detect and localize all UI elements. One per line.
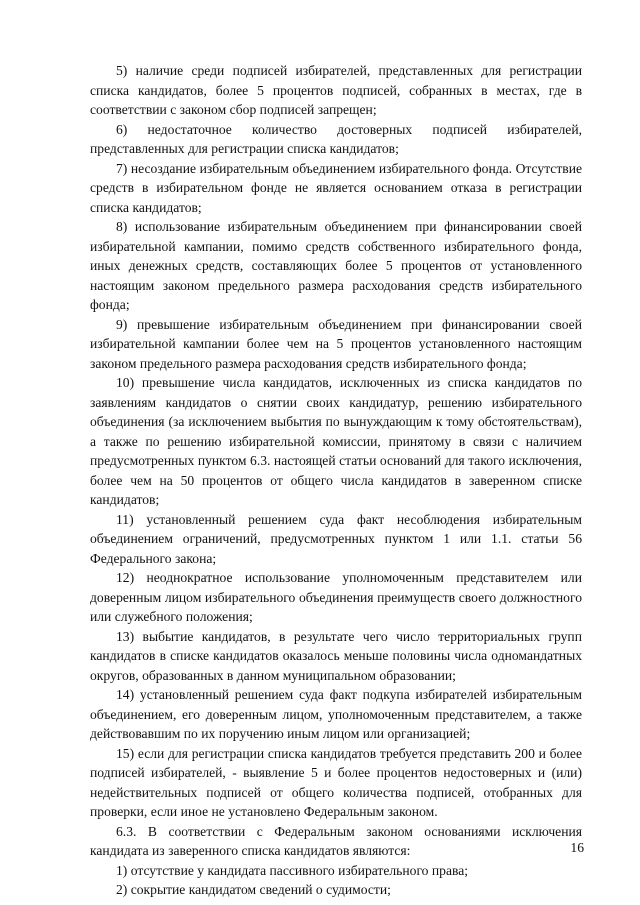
paragraph-item-10: 10) превышение числа кандидатов, исключенных из списка кандидатов по заявлениям кандидатов о снятии своих кандидатур, решению избирательного объединения (за исключением выбытия по вынуждающим к тому обстоятельствам), а также по решению избирательной комиссии, принятому в связи с наличием предусмотренных пунктом 6.3. настоящей статьи оснований для такого исключения, более чем на 50 процентов от общего числа кандидатов в заверенном списке кандидатов; [90, 375, 582, 507]
paragraph-item-9: 9) превышение избирательным объединением при финансировании своей избирательной кампании более чем на 5 процентов установленного настоящим законом предельного размера расходования средств избирательного фонда; [90, 316, 582, 371]
paragraph-item-12: 12) неоднократное использование уполномоченным представителем или доверенным лицом избирательного объединения преимуществ своего должностного или служебного положения; [90, 570, 582, 624]
paragraph-item-7: 7) несоздание избирательным объединением избирательного фонда. Отсутствие средств в избирательном фонде не является основанием отказа в регистрации списка кандидатов; [90, 160, 582, 215]
paragraph-item-6: 6) недостаточное количество достоверных подписей избирателей, представленных для регистрации списка кандидатов; [90, 121, 582, 156]
section-6-3-intro: 6.3. В соответствии с Федеральным законом основаниями исключения кандидата из заверенного списка кандидатов являются: [90, 823, 582, 858]
page-number: 16 [570, 840, 584, 855]
paragraph-item-14: 14) установленный решением суда факт подкупа избирателей избирательным объединением, его доверенным лицом, уполномоченным представителем, а также действовавшим по их поручению иным лицом или организацией; [90, 687, 582, 741]
paragraph-item-8: 8) использование избирательным объединением при финансировании своей избирательной кампании, помимо средств собственного избирательного фонда, иных денежных средств, составляющих более 5 процентов от установленного настоящим законом предельного размера расходования средств избирательного фонда; [90, 219, 582, 312]
paragraph-item-5: 5) наличие среди подписей избирателей, представленных для регистрации списка кандидатов, более 5 процентов подписей, собранных в местах, где в соответствии с законом сбор подписей запрещен; [90, 63, 582, 117]
paragraph-item-13: 13) выбытие кандидатов, в результате чего число территориальных групп кандидатов в списке кандидатов оказалось меньше половины числа одномандатных округов, образованных в данном муниципальном образовании; [90, 628, 582, 683]
paragraph-item-15: 15) если для регистрации списка кандидатов требуется представить 200 и более подписей избирателей, - выявление 5 и более процентов недостоверных и (или) недействительных подписей от общего количества подписей, отобранных для проверки, если иное не установлено Федеральным законом. [90, 745, 582, 819]
page-text [90, 61, 582, 900]
exclusion-item-1: 1) отсутствие у кандидата пассивного избирательного права; [116, 862, 469, 878]
paragraph-item-11: 11) установленный решением суда факт несоблюдения избирательным объединением ограничений, предусмотренных пунктом 1 или 1.1. статьи 56 Федерального закона; [90, 511, 582, 566]
exclusion-item-2: 2) сокрытие кандидатом сведений о судимости; [116, 882, 391, 897]
